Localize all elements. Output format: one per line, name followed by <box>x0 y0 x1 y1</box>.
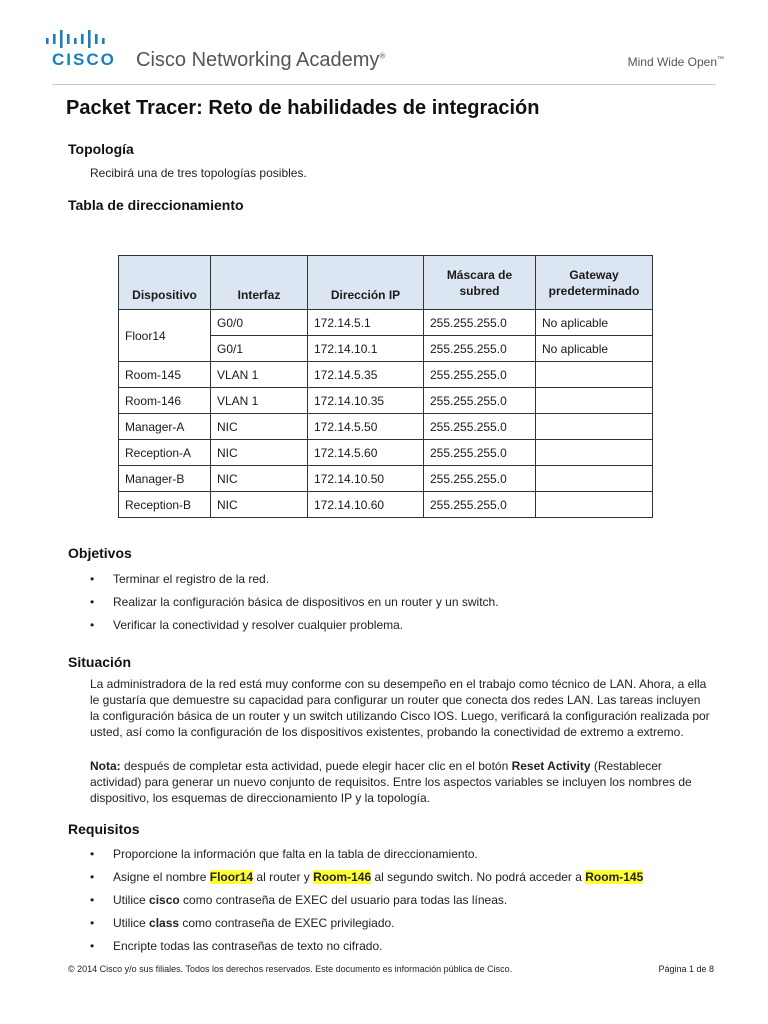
list-item: • Utilice cisco como contraseña de EXEC del usuario para todas las líneas. <box>90 892 643 915</box>
page-footer <box>68 964 714 974</box>
table-cell <box>536 414 653 440</box>
table-cell: NIC <box>211 440 308 466</box>
table-cell: G0/1 <box>211 336 308 362</box>
table-row <box>119 440 653 466</box>
table-cell: 172.14.10.35 <box>308 388 424 414</box>
list-item: • Encripte todas las contraseñas de texto no cifrado. <box>90 938 643 961</box>
page-header <box>0 0 768 84</box>
table-cell: 255.255.255.0 <box>424 414 536 440</box>
table-cell: 172.14.5.50 <box>308 414 424 440</box>
col-header-device: Dispositivo <box>119 256 211 310</box>
list-item: • Terminar el registro de la red. <box>90 571 499 594</box>
page-number: Página 1 de 8 <box>658 964 714 974</box>
table-cell: No aplicable <box>536 310 653 336</box>
table-cell <box>536 466 653 492</box>
requirements-heading: Requisitos <box>68 821 140 837</box>
table-cell: Room-145 <box>119 362 211 388</box>
page-title: Packet Tracer: Reto de habilidades de integración <box>66 97 540 119</box>
academy-name: Cisco Networking Academy® <box>136 49 386 71</box>
table-cell: 255.255.255.0 <box>424 362 536 388</box>
table-cell: 172.14.5.60 <box>308 440 424 466</box>
table-cell: Reception-B <box>119 492 211 518</box>
col-header-ip: Dirección IP <box>308 256 424 310</box>
col-header-interface: Interfaz <box>211 256 308 310</box>
table-cell: 255.255.255.0 <box>424 492 536 518</box>
table-row <box>119 414 653 440</box>
table-cell: 255.255.255.0 <box>424 336 536 362</box>
table-row <box>119 362 653 388</box>
table-cell: 172.14.10.50 <box>308 466 424 492</box>
table-cell: Room-146 <box>119 388 211 414</box>
table-cell: Floor14 <box>119 310 211 362</box>
objectives-list <box>90 571 499 640</box>
tagline: Mind Wide Open™ <box>627 55 724 69</box>
table-row <box>119 492 653 518</box>
requirements-list <box>90 846 643 961</box>
table-cell: Reception-A <box>119 440 211 466</box>
table-cell: No aplicable <box>536 336 653 362</box>
scenario-heading: Situación <box>68 654 132 670</box>
addressing-table <box>118 255 653 518</box>
objectives-heading: Objetivos <box>68 545 132 561</box>
table-row <box>119 388 653 414</box>
cisco-logo-text: CISCO <box>52 50 116 69</box>
list-item: • Proporcione la información que falta en la tabla de direccionamiento. <box>90 846 643 869</box>
addressing-heading: Tabla de direccionamiento <box>68 197 244 213</box>
table-cell: NIC <box>211 466 308 492</box>
table-cell: 172.14.10.60 <box>308 492 424 518</box>
topology-heading: Topología <box>68 141 134 157</box>
topology-text: Recibirá una de tres topologías posibles. <box>90 166 307 180</box>
scenario-note: Nota: después de completar esta actividad, puede elegir hacer clic en el botón Reset Activity (Restablecer actividad) para generar un nuevo conjunto de requisitos. Entre los aspectos variables se incluyen los nombres de dispositivo, los esquemas de direccionamiento IP y la topología. <box>90 759 692 805</box>
table-cell <box>536 362 653 388</box>
table-cell: 255.255.255.0 <box>424 466 536 492</box>
table-cell: 172.14.5.1 <box>308 310 424 336</box>
table-cell <box>536 440 653 466</box>
table-cell: 255.255.255.0 <box>424 310 536 336</box>
table-cell <box>536 388 653 414</box>
table-cell: Manager-B <box>119 466 211 492</box>
list-item: • Asigne el nombre Floor14 al router y Room-146 al segundo switch. No podrá acceder a Room-145 <box>90 869 643 892</box>
scenario-paragraph: La administradora de la red está muy conforme con su desempeño en el trabajo como técnico de LAN. Ahora, a ella le gustaría que demuestre su capacidad para configurar un router que conecta dos redes LAN. Las tareas incluyen la configuración básica de un router y un switch utilizando Cisco IOS. Luego, verificará la configuración realizada por usted, así como la configuración de los dispositivos existentes, probando la conectividad de extremo a extremo. <box>90 677 710 739</box>
table-header-row <box>119 256 653 310</box>
list-item: • Utilice class como contraseña de EXEC privilegiado. <box>90 915 643 938</box>
list-item: • Verificar la conectividad y resolver cualquier problema. <box>90 617 499 640</box>
table-cell: VLAN 1 <box>211 362 308 388</box>
table-cell: Manager-A <box>119 414 211 440</box>
table-cell: 255.255.255.0 <box>424 388 536 414</box>
list-item: • Realizar la configuración básica de dispositivos en un router y un switch. <box>90 594 499 617</box>
copyright-text: © 2014 Cisco y/o sus filiales. Todos los derechos reservados. Este documento es información pública de Cisco. <box>68 964 513 974</box>
table-row <box>119 466 653 492</box>
table-cell: VLAN 1 <box>211 388 308 414</box>
table-cell: NIC <box>211 414 308 440</box>
table-cell: 255.255.255.0 <box>424 440 536 466</box>
table-cell: 172.14.5.35 <box>308 362 424 388</box>
table-cell: NIC <box>211 492 308 518</box>
cisco-logo-bars-icon <box>46 30 116 48</box>
col-header-mask: Máscara de subred <box>424 256 536 310</box>
header-divider <box>52 84 716 85</box>
table-cell <box>536 492 653 518</box>
table-cell: 172.14.10.1 <box>308 336 424 362</box>
table-cell: G0/0 <box>211 310 308 336</box>
table-row <box>119 310 653 336</box>
col-header-gateway: Gateway predeterminado <box>536 256 653 310</box>
